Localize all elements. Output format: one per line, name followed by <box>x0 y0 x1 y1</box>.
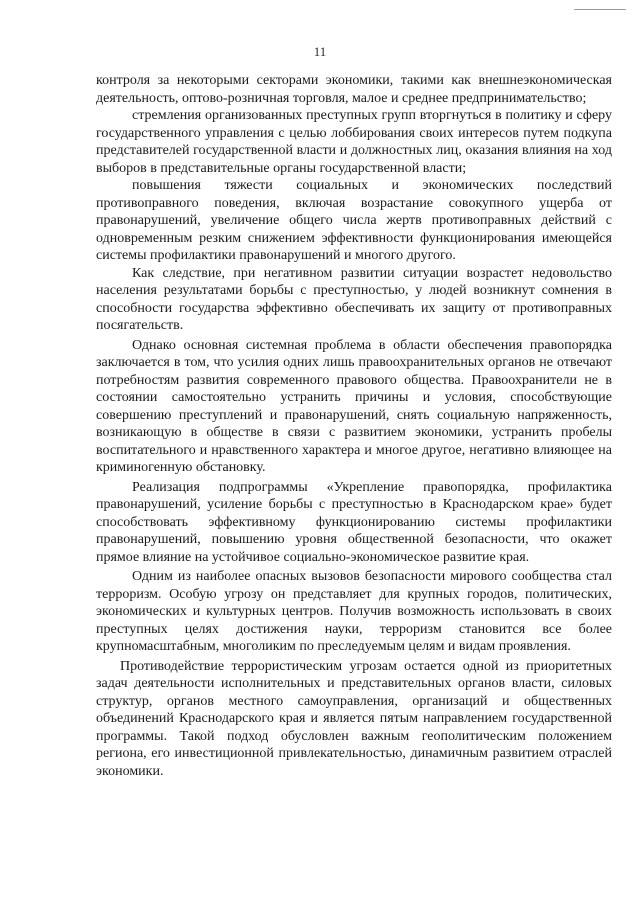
paragraph-7: Одним из наиболее опасных вызовов безопасности мирового сообщества стал терроризм. Особую угрозу он представляет для крупных городов, политических, экономических и культурных центров. Получив возможность использовать в своих преступных целях достижения науки, терроризм становится все более крупномасштабным, многоликим по преследуемым целям и видам проявления. <box>96 569 612 654</box>
corner-mark <box>574 9 626 10</box>
paragraph-3: повышения тяжести социальных и экономических последствий противоправного поведения, включая возрастание совокупного ущерба от правонарушений, увеличение общего числа жертв противоправных действий с одновременным резким снижением эффективности функционирования имеющейся системы профилактики правонарушений и многого другого. <box>96 178 612 263</box>
document-body <box>96 72 612 780</box>
paragraph-1: контроля за некоторыми секторами экономики, такими как внешнеэкономическая деятельность, оптово-розничная торговля, малое и среднее предпринимательство; <box>96 73 612 106</box>
paragraph-6: Реализация подпрограммы «Укрепление правопорядка, профилактика правонарушений, усиление борьбы с преступностью в Краснодарском крае» будет способствовать эффективному функционированию системы профилактики правонарушений, повышению уровня общественной безопасности, что окажет прямое влияние на устойчивое социально-экономическое развитие края. <box>96 479 612 565</box>
paragraph-2: стремления организованных преступных групп вторгнуться в политику и сферу государственного управления с целью лоббирования своих интересов путем подкупа представителей государственной власти и должностных лиц, оказания влияния на ход выборов в представительные органы государственной власти; <box>96 108 612 176</box>
paragraph-8: Противодействие террористическим угрозам остается одной из приоритетных задач деятельности исполнительных и представительных органов власти, силовых структур, органов местного самоуправления, организаций и общественных объединений Краснодарского края и является пятым направлением государственной программы. Такой подход обусловлен важным геополитическим положением региона, его инвестиционной привлекательностью, динамичным развитием отраслей экономики. <box>96 658 612 779</box>
paragraph-4: Как следствие, при негативном развитии ситуации возрастет недовольство населения результатами борьбы с преступностью, у людей возникнут сомнения в способности государства эффективно обеспечивать их защиту от противоправных посягательств. <box>96 265 612 333</box>
page-number: 11 <box>313 44 327 59</box>
paragraph-5: Однако основная системная проблема в области обеспечения правопорядка заключается в том, что усилия одних лишь правоохранительных органов не отвечают потребностям развития современного правового общества. Правоохранители не в состоянии самостоятельно устранить причины и условия, способствующие совершению преступлений и правонарушений, снять социальную напряженность, возникающую в обществе в связи с развитием экономики, устранить пробелы воспитательного и нравственного характера и многое другое, негативно влияющее на криминогенную обстановку. <box>96 337 612 475</box>
